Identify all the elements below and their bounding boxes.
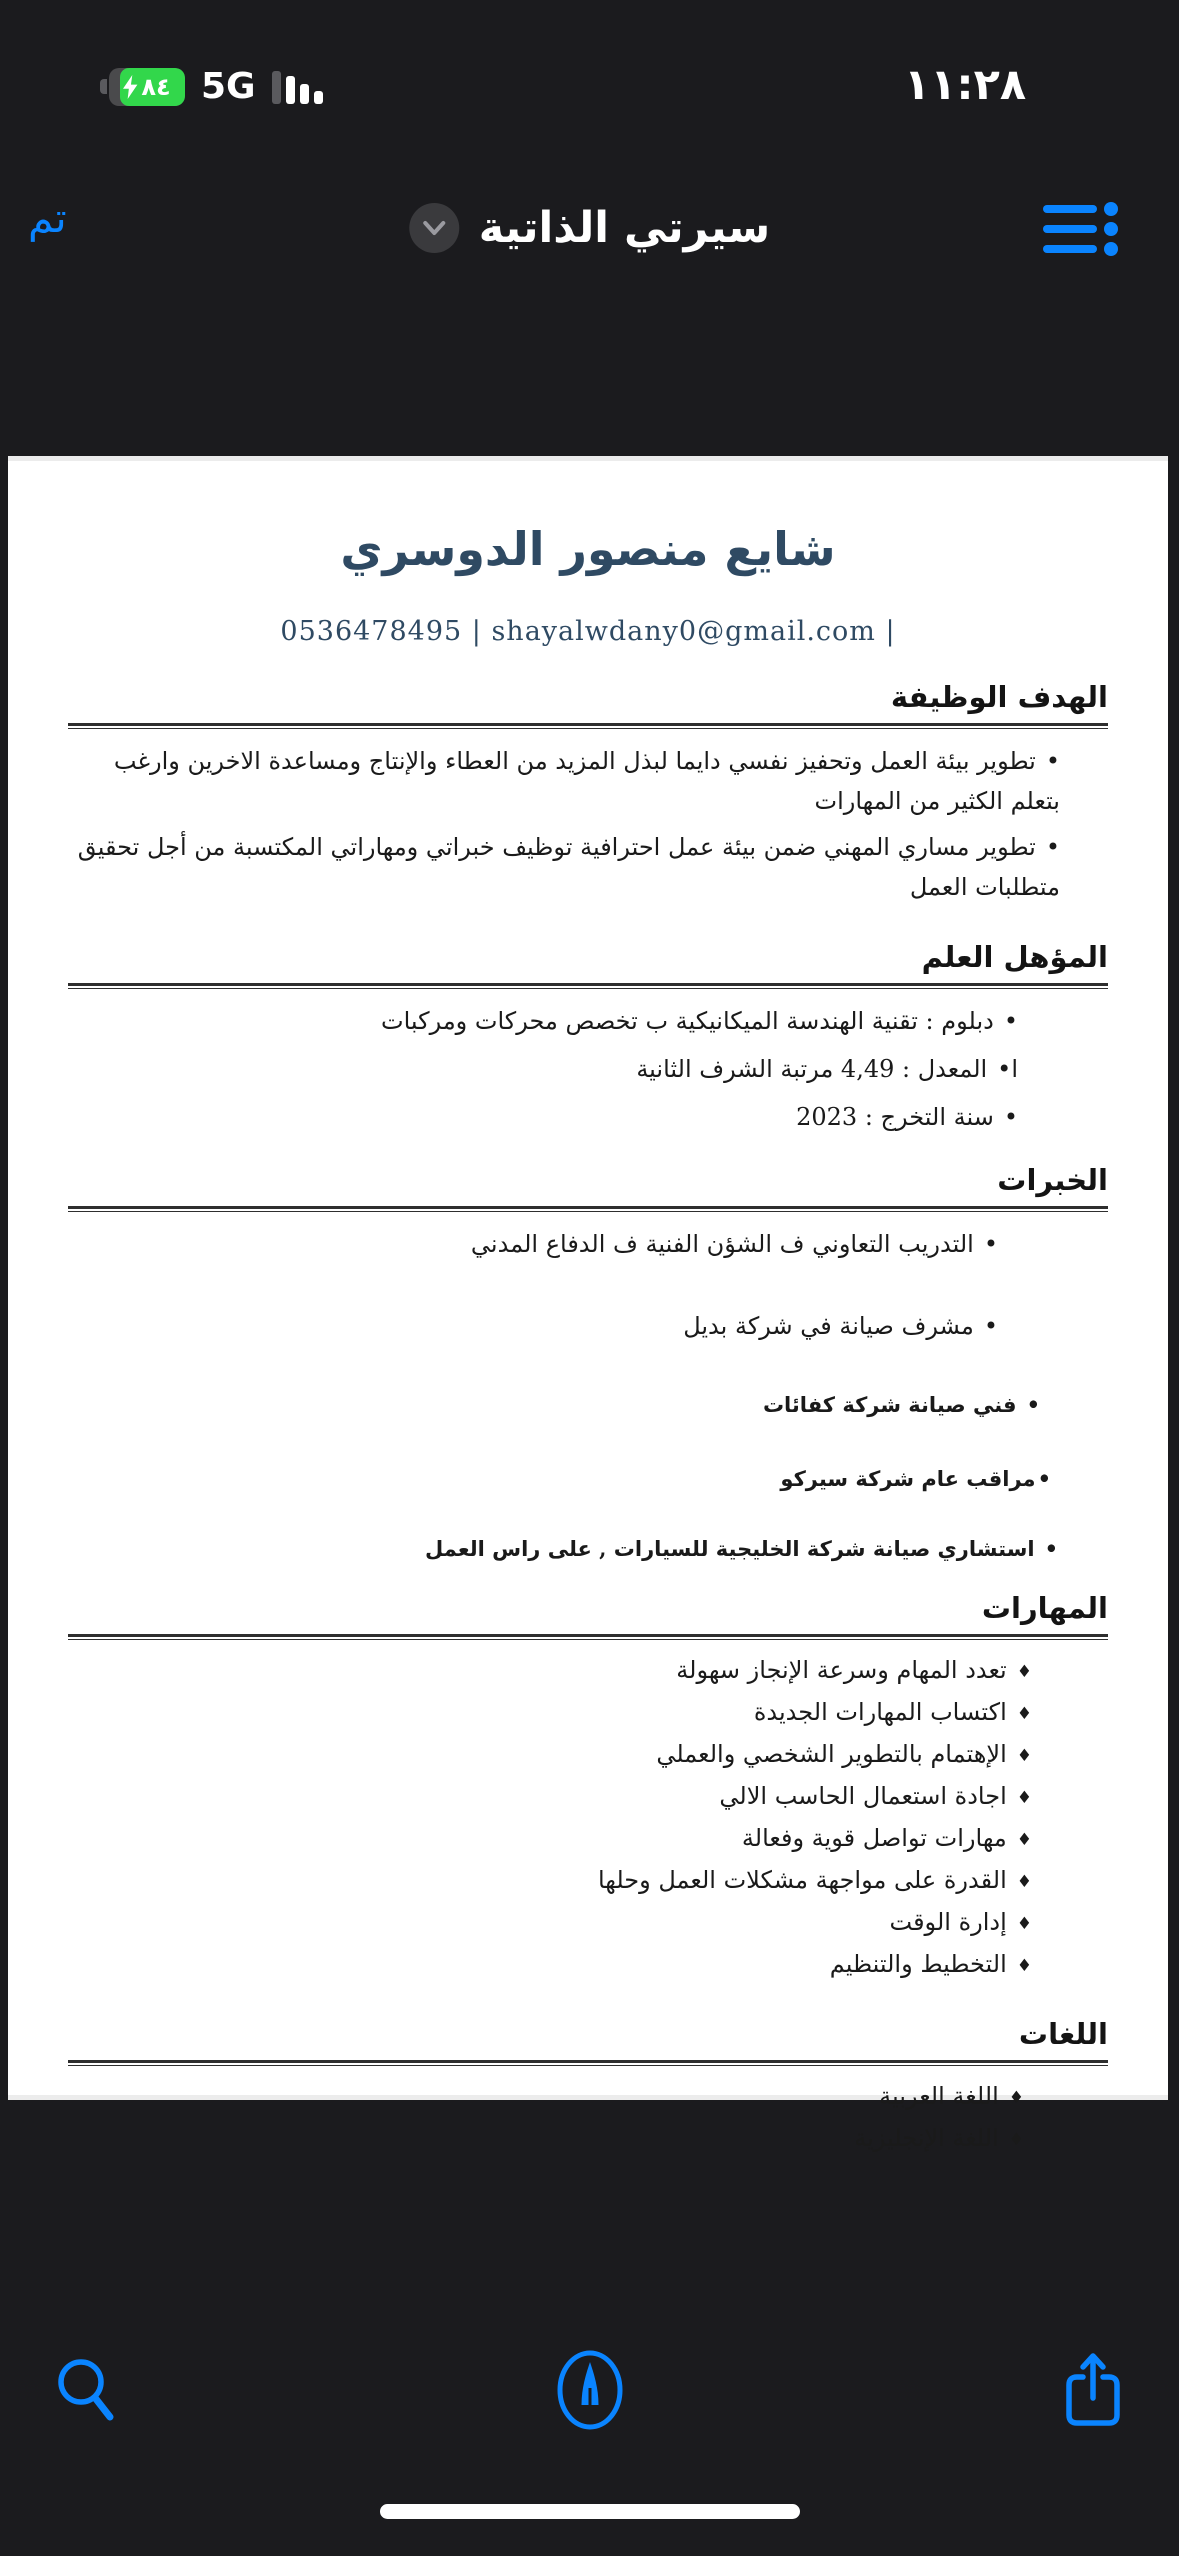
search-icon [55,2356,119,2424]
document-title-menu[interactable] [409,186,770,270]
bullet-list [68,1224,1108,1566]
section-objective [68,677,1108,907]
bullet-list [68,1001,1108,1137]
list-item: ♦مهارات تواصل قوية وفعالة [741,1824,1032,1852]
list-item: •استشاري صيانة شركة الخليجية للسيارات , على راس العمل [425,1536,1058,1561]
list-item: •تطوير بيئة العمل وتحفيز نفسي دايما لبذل المزيد من العطاء والإنتاج ومساعدة الاخرين وارغب بتعلم الكثير من المهارات [113,747,1060,815]
charging-bolt-icon [123,75,138,99]
section-title: اللغات [1018,2017,1108,2051]
section-title: المؤهل العلم [921,940,1108,974]
clock: ١١:٢٨ [903,60,1027,110]
battery-percent: ٨٤ [141,72,171,101]
list-item: ♦القدرة على مواجهة مشكلات العمل وحلها [597,1866,1032,1894]
section-title: المهارات [981,1591,1108,1625]
share-icon [1061,2350,1125,2430]
section-title: الهدف الوظيفة [890,680,1108,714]
bullet-list [68,2076,1108,2160]
cellular-signal-icon [272,70,323,104]
battery-icon [100,68,185,106]
list-item: •فني صيانة شركة كفائات [762,1392,1040,1417]
status-left-cluster [100,66,323,107]
battery-cap [100,79,107,94]
section-skills [68,1588,1108,1986]
bulleted-list-icon [1041,200,1123,258]
section-divider [68,1634,1108,1640]
cv-name: شايع منصور الدوسري [340,522,836,576]
list-item: ♦اكتساب المهارات الجديدة [753,1698,1032,1726]
list-item: ♦إدارة الوقت [889,1908,1032,1936]
chevron-down-icon[interactable] [409,203,459,253]
list-item: •مشرف صيانة في شركة بديل [683,1312,998,1340]
section-divider [68,983,1108,989]
list-item: ♦اللغة الإنجليزية [854,2124,1024,2152]
status-bar [0,60,1179,130]
list-item: ا•المعدل : 4,49 مرتبة الشرف الثانية [636,1055,1018,1083]
list-item: •دبلوم : تقنية الهندسة الميكانيكية ب تخصص محركات ومركبات [381,1007,1018,1035]
list-menu-button[interactable] [1041,200,1123,261]
list-item: ♦الإهتمام بالتطوير الشخصي والعملي [656,1740,1032,1768]
share-button[interactable] [1061,2350,1125,2433]
list-item: ♦التخطيط والتنظيم [829,1950,1032,1978]
search-button[interactable] [55,2356,119,2427]
bullet-list [68,741,1108,907]
section-experience [68,1160,1108,1566]
markup-pencil-button[interactable] [555,2348,625,2435]
list-item: •التدريب التعاوني ف الشؤن الفنية ف الدفاع المدني [470,1230,998,1258]
home-indicator[interactable] [380,2504,800,2519]
document-page [8,456,1168,2152]
list-item: •تطوير مساري المهني ضمن بيئة عمل احترافية توظيف خبراتي ومهاراتي المكتسبة من أجل تحقيق متطلبات العمل [77,833,1060,901]
page-title: سيرتي الذاتية [478,203,771,253]
section-education [68,937,1108,1137]
list-item: •مراقب عام شركة سيركو [780,1466,1051,1491]
section-divider [68,1206,1108,1212]
cv-contact-line: 0536478495 | shayalwdany0@gmail.com | [280,616,896,647]
list-item: •سنة التخرج : 2023 [796,1103,1018,1131]
list-item: ♦اللغة العربية [879,2082,1024,2110]
section-divider [68,723,1108,729]
section-languages [68,2014,1108,2160]
list-item: ♦اجادة استعمال الحاسب الالي [719,1782,1032,1810]
bullet-list [68,1650,1108,1986]
done-button[interactable]: تم [28,194,67,242]
network-type-label: 5G [201,66,256,107]
navigation-bar [0,186,1179,270]
list-item: ♦تعدد المهام وسرعة الإنجاز سهولة [676,1656,1032,1684]
section-title: الخبرات [997,1163,1108,1197]
pencil-circle-icon [555,2348,625,2432]
section-divider [68,2060,1108,2066]
